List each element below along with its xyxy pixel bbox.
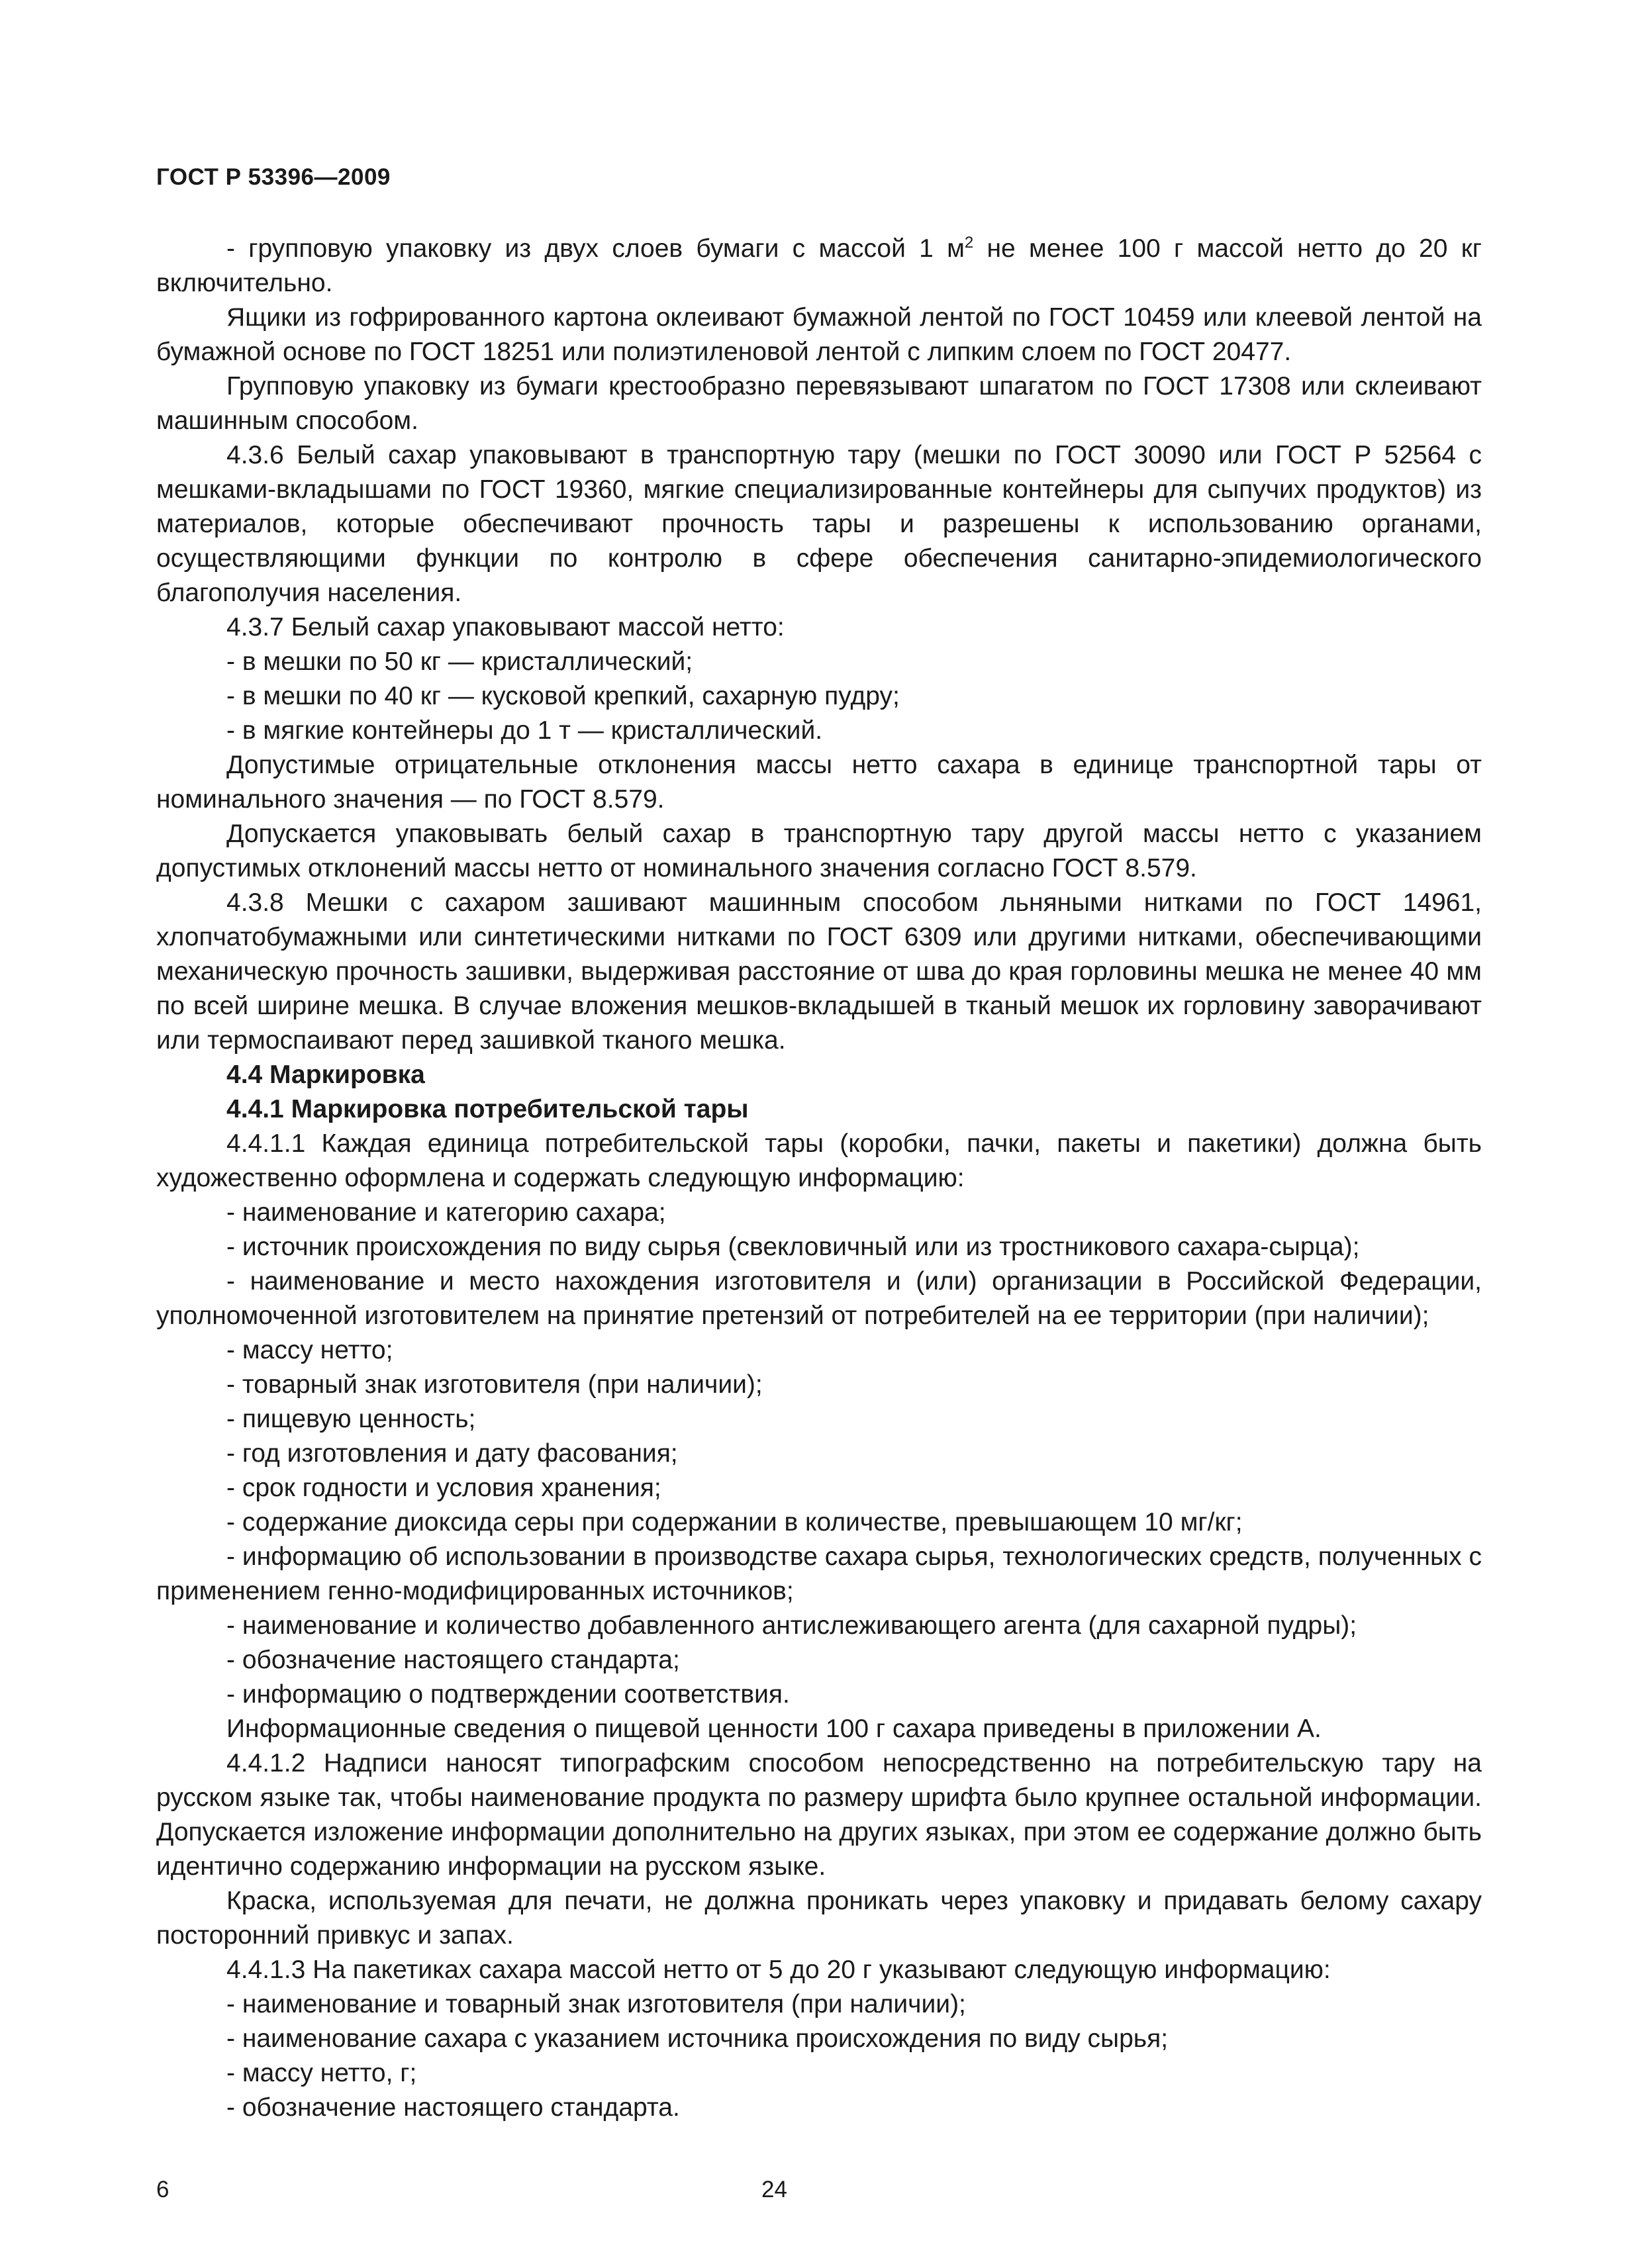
paragraph [156,438,1482,610]
paragraph [156,1746,1482,1884]
sheet-number: 24 [761,2177,787,2202]
paragraph-text: - срок годности и условия хранения; [226,1474,661,1502]
paragraph [156,610,1482,645]
paragraph-text: Краска, используемая для печати, не должна проникать через упаковку и придавать белому сахару посторонний привкус и запах. [156,1887,1482,1950]
paragraph [156,1884,1482,1953]
paragraph-text: Информационные сведения о пищевой ценности 100 г сахара приведены в приложении А. [226,1715,1322,1743]
paragraph-text: - товарный знак изготовителя (при наличии); [226,1370,763,1399]
document-header: ГОСТ Р 53396—2009 [156,164,391,190]
paragraph [156,1333,1482,1368]
paragraph-text: Ящики из гофрированного картона оклеивают бумажной лентой по ГОСТ 10459 или клеевой лентой на бумажной основе по ГОСТ 18251 или полиэтиленовой лентой с липким слоем по ГОСТ 20477. [156,303,1482,366]
paragraph [156,2022,1482,2056]
paragraph-text: - год изготовления и дату фасования; [226,1439,678,1468]
paragraph [156,1402,1482,1437]
paragraph [156,1643,1482,1677]
paragraph [156,232,1482,301]
paragraph-text: - наименование и товарный знак изготовителя (при наличии); [226,1990,966,2018]
paragraph-text: 4.4 Маркировка [226,1061,425,1089]
paragraph-text: - наименование и место нахождения изготовителя и (или) организации в Российской Федерации, уполномоченной изготовителем на принятие претензий от потребителей на ее территории (при наличии); [156,1267,1482,1330]
paragraph-text: - массу нетто; [226,1336,393,1364]
section-heading [156,1092,1482,1127]
paragraph-text: - в мягкие контейнеры до 1 т — кристаллический. [226,716,823,745]
paragraph [156,714,1482,748]
paragraph [156,1540,1482,1609]
paragraph-text: - массу нетто, г; [226,2059,417,2087]
paragraph [156,1230,1482,1264]
page-number: 6 [156,2177,169,2202]
paragraph-text: - информацию о подтверждении соответствия. [226,1680,790,1709]
paragraph [156,1609,1482,1643]
paragraph [156,1987,1482,2022]
paragraph-text: - наименование и количество добавленного антислеживающего агента (для сахарной пудры); [226,1611,1357,1640]
paragraph-text: 4.4.1.1 Каждая единица потребительской тары (коробки, пачки, пакеты и пакетики) должна быть художественно оформлена и содержать следующую информацию: [156,1129,1482,1192]
paragraph [156,679,1482,714]
paragraph [156,369,1482,438]
paragraph [156,645,1482,679]
paragraph-text: Допускается упаковывать белый сахар в транспортную тару другой массы нетто с указанием допустимых отклонений массы нетто от номинального значения согласно ГОСТ 8.579. [156,820,1482,882]
paragraph-text: - групповую упаковку из двух слоев бумаги с массой 1 м [226,234,965,263]
paragraph [156,1677,1482,1712]
paragraph [156,1471,1482,1505]
paragraph [156,886,1482,1058]
paragraph [156,748,1482,817]
paragraph [156,301,1482,369]
paragraph [156,2056,1482,2091]
paragraph-text: - наименование сахара с указанием источника происхождения по виду сырья; [226,2024,1169,2053]
paragraph [156,1368,1482,1402]
paragraph-text: - в мешки по 50 кг — кристаллический; [226,647,693,676]
paragraph-text: не менее 100 г массой нетто до 20 кг включительно. [156,234,1482,297]
paragraph [156,1264,1482,1333]
paragraph-text: - обозначение настоящего стандарта; [226,1646,680,1674]
paragraph-text: - пищевую ценность; [226,1405,476,1433]
paragraph-text: 4.3.7 Белый сахар упаковывают массой нетто: [226,613,785,641]
paragraph-text: - информацию об использовании в производстве сахара сырья, технологических средств, полученных с применением генно-модифицированных источников; [156,1542,1482,1605]
paragraph [156,1712,1482,1746]
paragraph-text: 4.4.1.2 Надписи наносят типографским способом непосредственно на потребительскую тару на русском языке так, чтобы наименование продукта по размеру шрифта было крупнее остальной информации. Допускается изложение информации дополнительно на других языках, при этом ее содержание должно быть идентично содержанию информации на русском языке. [156,1749,1482,1881]
paragraph [156,1196,1482,1230]
paragraph-text: - обозначение настоящего стандарта. [226,2093,680,2122]
paragraph-text: - содержание диоксида серы при содержании в количестве, превышающем 10 мг/кг; [226,1508,1243,1536]
paragraph [156,1505,1482,1540]
document-body [156,232,1482,2125]
paragraph-text: 4.4.1.3 На пакетиках сахара массой нетто от 5 до 20 г указывают следующую информацию: [226,1956,1331,1984]
paragraph-text: - в мешки по 40 кг — кусковой крепкий, сахарную пудру; [226,682,900,710]
paragraph-text: Групповую упаковку из бумаги крестообразно перевязывают шпагатом по ГОСТ 17308 или склеивают машинным способом. [156,372,1482,435]
paragraph-text: Допустимые отрицательные отклонения массы нетто сахара в единице транспортной тары от номинального значения — по ГОСТ 8.579. [156,751,1482,814]
superscript: 2 [964,234,974,252]
paragraph-text: - источник происхождения по виду сырья (свекловичный или из тростникового сахара-сырца); [226,1233,1360,1261]
paragraph-text: - наименование и категорию сахара; [226,1198,666,1227]
paragraph [156,1437,1482,1471]
paragraph-text: 4.3.8 Мешки с сахаром зашивают машинным способом льняными нитками по ГОСТ 14961, хлопчатобумажными или синтетическими нитками по ГОСТ 6309 или другими нитками, обеспечивающими механическую прочность зашивки, выдерживая расстояние от шва до края горловины мешка не менее 40 мм по всей ширине мешка. В случае вложения мешков-вкладышей в тканый мешок их горловину заворачивают или термоспаивают перед зашивкой тканого мешка. [156,888,1482,1055]
paragraph [156,1127,1482,1196]
section-heading [156,1058,1482,1092]
paragraph-text: 4.3.6 Белый сахар упаковывают в транспортную тару (мешки по ГОСТ 30090 или ГОСТ Р 52564 с мешками-вкладышами по ГОСТ 19360, мягкие специализированные контейнеры для сыпучих продуктов) из материалов, которые обеспечивают прочность тары и разрешены к использованию органами, осуществляющими функции по контролю в сфере обеспечения санитарно-эпидемиологического благополучия населения. [156,441,1482,607]
paragraph [156,2091,1482,2125]
paragraph-text: 4.4.1 Маркировка потребительской тары [226,1095,749,1123]
paragraph [156,1953,1482,1987]
paragraph [156,817,1482,886]
